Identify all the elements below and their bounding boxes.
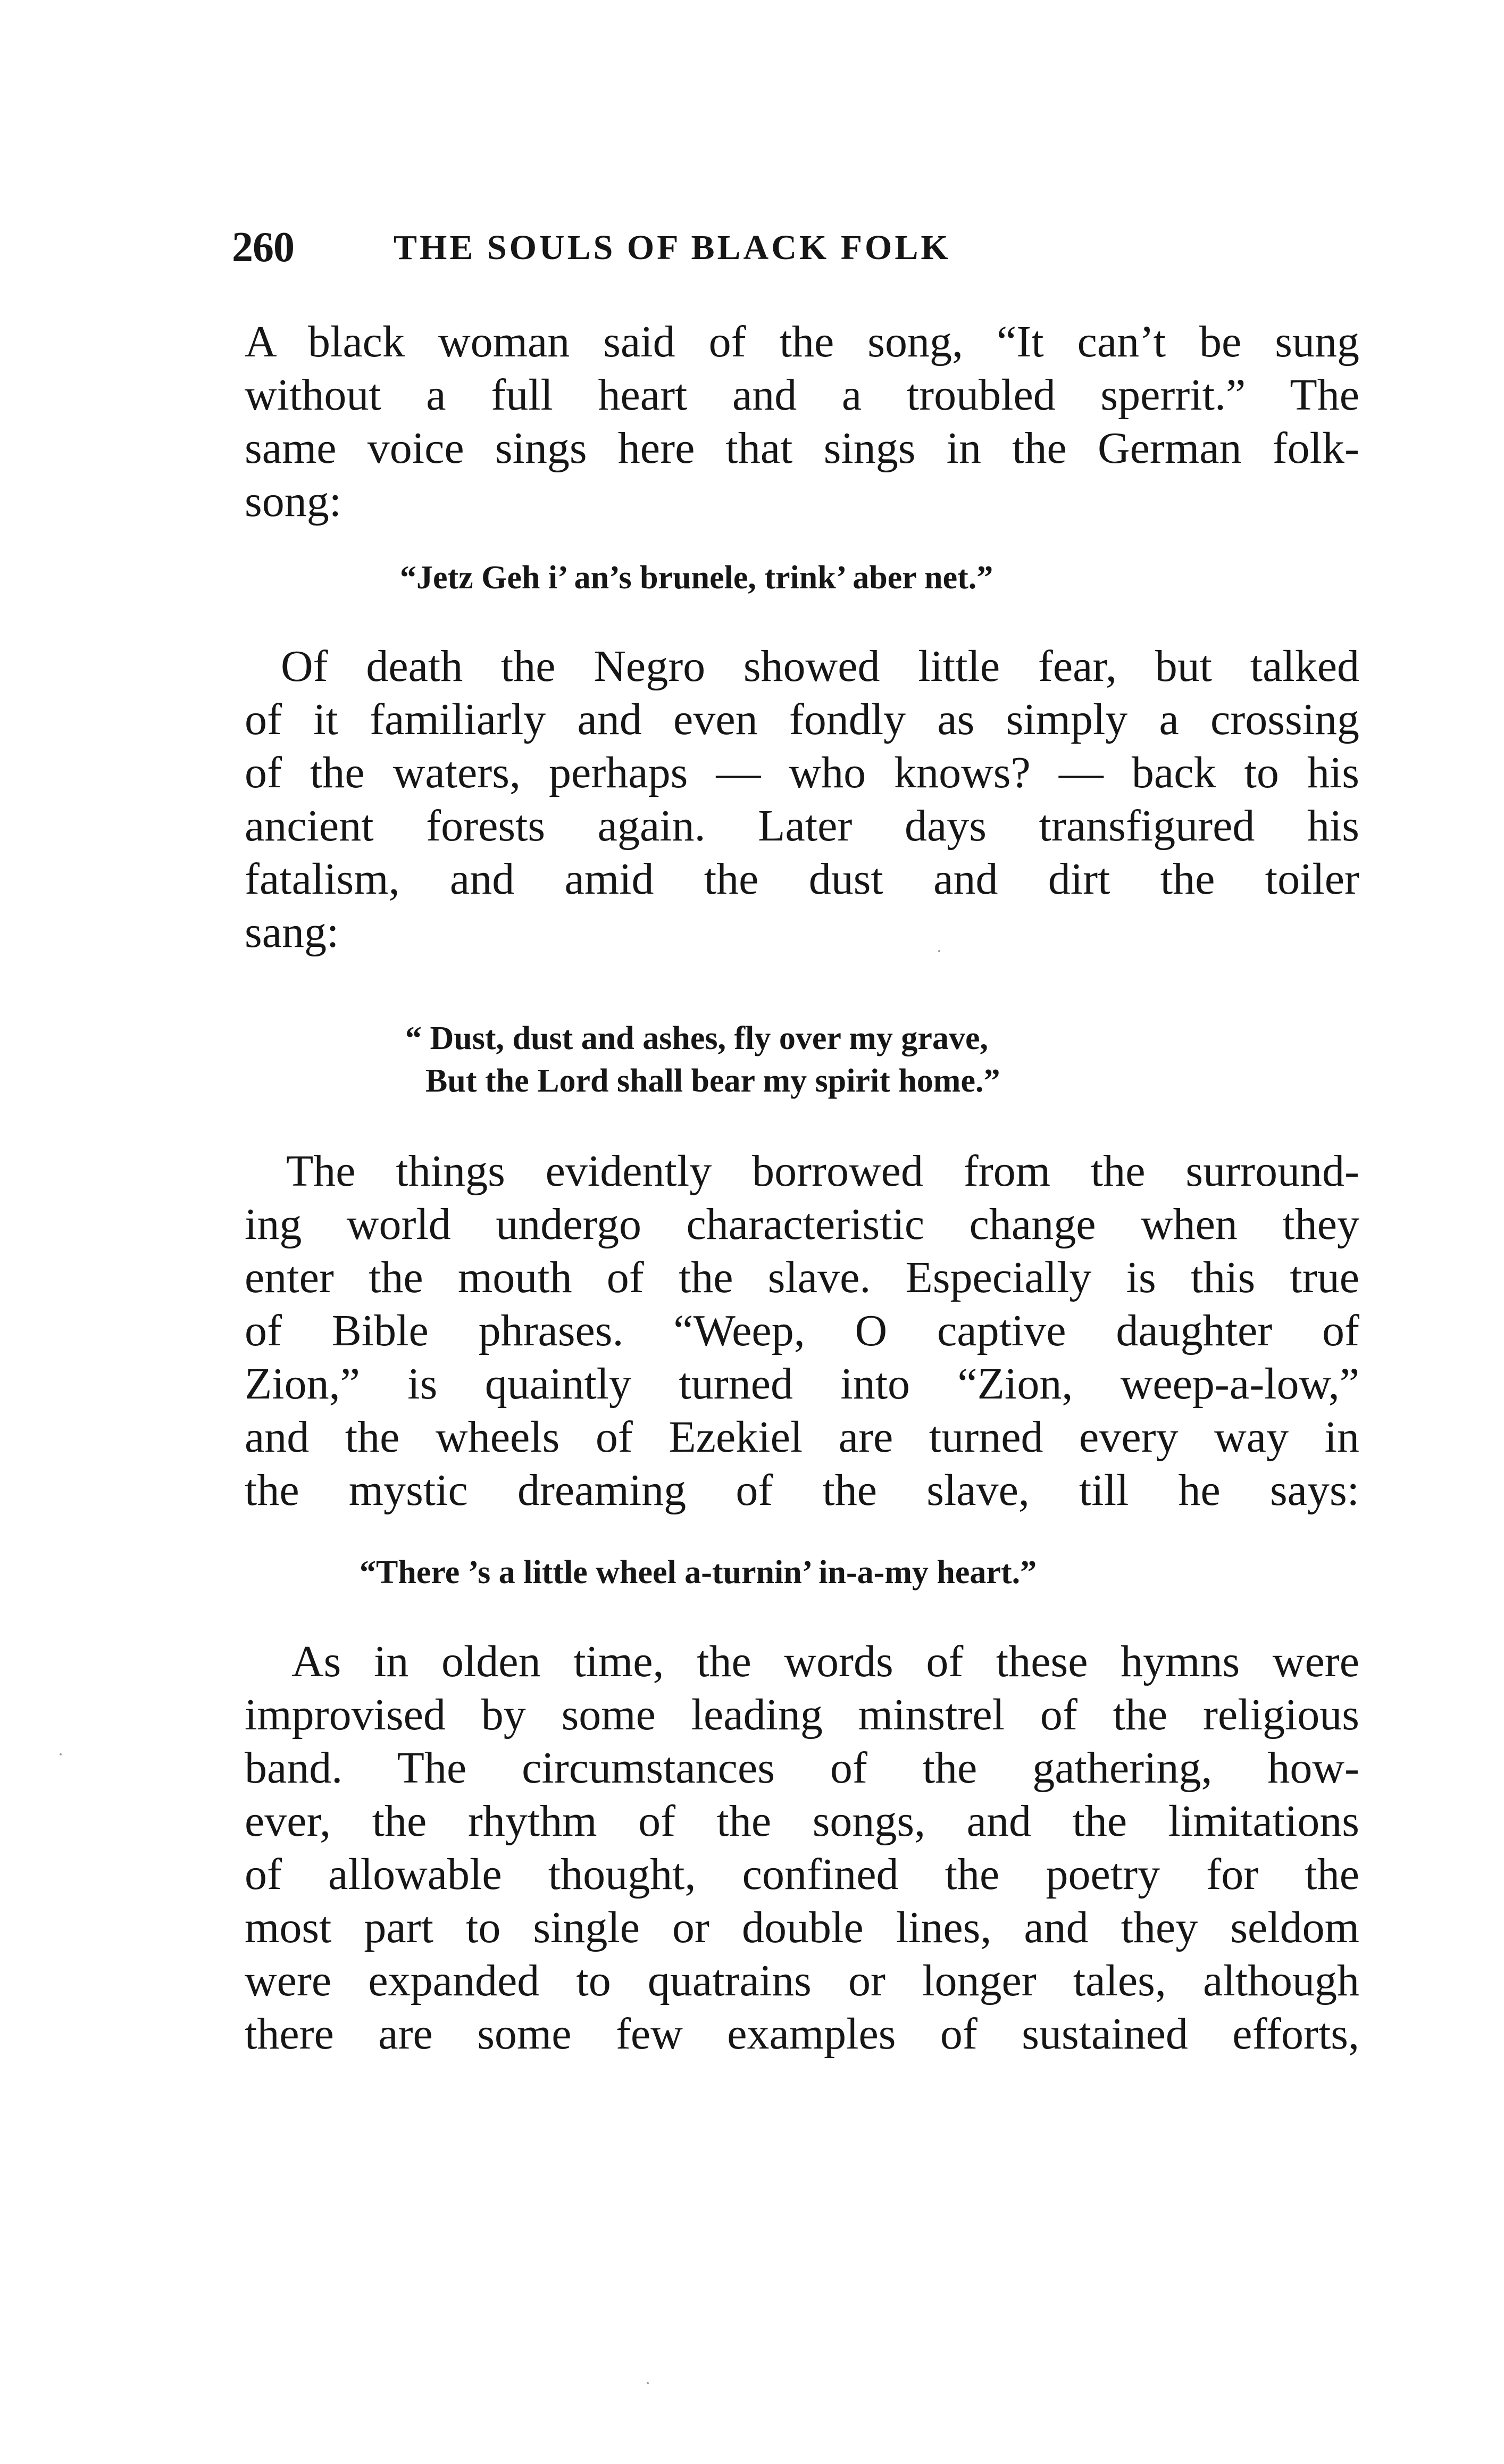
text-line: were expanded to quatrains or longer tales, although <box>245 1956 1359 2005</box>
running-head: THE SOULS OF BLACK FOLK <box>394 228 951 267</box>
text-line: of it familiarly and even fondly as simply a crossing <box>245 695 1359 744</box>
block-quote: “There ’s a little wheel a-turnin’ in-a-my heart.” <box>360 1554 1037 1591</box>
block-quote: “Jetz Geh i’ an’s brunele, trink’ aber net.” <box>400 560 993 596</box>
text-line: same voice sings here that sings in the German folk- <box>245 423 1359 473</box>
verse-line: But the Lord shall bear my spirit home.” <box>425 1063 1000 1099</box>
text-line: there are some few examples of sustained efforts, <box>245 2009 1359 2059</box>
text-line: ancient forests again. Later days transfigured his <box>245 801 1359 851</box>
page-number: 260 <box>232 224 294 271</box>
text-line: enter the mouth of the slave. Especially is this true <box>245 1253 1359 1302</box>
text-line: of allowable thought, confined the poetry for the <box>245 1850 1359 1899</box>
text-line: The things evidently borrowed from the surround- <box>286 1146 1359 1196</box>
scan-speck <box>647 2382 649 2384</box>
page-header <box>232 223 1359 282</box>
text-line: and the wheels of Ezekiel are turned every way in <box>245 1412 1359 1462</box>
text-line: band. The circumstances of the gathering, how- <box>245 1743 1359 1793</box>
text-line: of Bible phrases. “Weep, O captive daughter of <box>245 1306 1359 1355</box>
scan-speck <box>938 950 940 952</box>
text-line: song: <box>245 477 342 526</box>
text-line: of the waters, perhaps — who knows? — back to his <box>245 748 1359 797</box>
text-line: A black woman said of the song, “It can’t be sung <box>245 317 1359 367</box>
text-line: improvised by some leading minstrel of the religious <box>245 1690 1359 1739</box>
text-line: fatalism, and amid the dust and dirt the toiler <box>245 854 1359 904</box>
text-line: As in olden time, the words of these hymns were <box>291 1637 1359 1686</box>
text-line: sang: <box>245 908 339 957</box>
scan-speck <box>60 1753 62 1755</box>
text-line: the mystic dreaming of the slave, till he says: <box>245 1466 1359 1515</box>
verse-line: “ Dust, dust and ashes, fly over my grave, <box>405 1020 988 1056</box>
text-line: most part to single or double lines, and they seldom <box>245 1903 1359 1952</box>
text-line: without a full heart and a troubled sperrit.” The <box>245 370 1359 420</box>
text-line: Of death the Negro showed little fear, but talked <box>281 642 1359 691</box>
text-line: Zion,” is quaintly turned into “Zion, weep-a-low,” <box>245 1359 1359 1409</box>
text-line: ever, the rhythm of the songs, and the limitations <box>245 1796 1359 1846</box>
text-line: ing world undergo characteristic change when they <box>245 1200 1359 1249</box>
